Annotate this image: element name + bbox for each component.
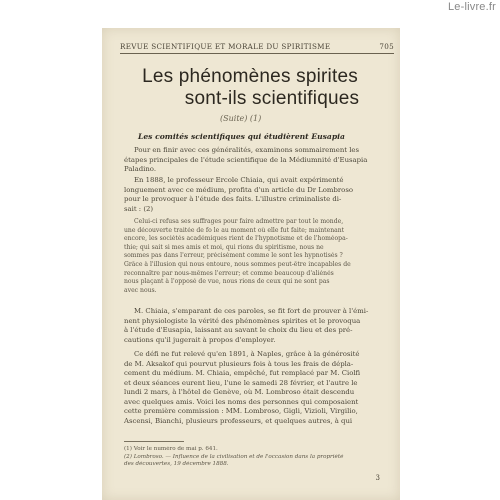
text-line: à l'étude d'Eusapia, laissant au savant le choix du lieu et des pré-: [124, 326, 353, 334]
footnote-line: (2) Lombroso. — Influence de la civilisation et de l'occasion dans la propriété: [124, 453, 344, 460]
text-line: M. Chiaia, s'emparant de ces paroles, se fit fort de prouver à l'émi-: [134, 307, 369, 315]
text-line: une découverte traitée de fo le au moment où elle fut faite; maintenant: [124, 226, 345, 234]
text-line: Grâce à l'illusion qui nous entoure, nous sommes peut-être incapables de: [124, 260, 351, 268]
title-line-2: sont-ils scientifiques: [184, 88, 360, 109]
footnote-line: des découvertes, 19 décembre 1888.: [124, 461, 229, 468]
text-line: Pour en finir avec ces généralités, examinons sommairement les: [134, 146, 360, 154]
text-line: En 1888, le professeur Ercole Chiaia, qui avait expérimenté: [134, 176, 344, 184]
running-header: [120, 42, 394, 54]
footnotes: [124, 446, 386, 469]
paragraph-1: [124, 146, 386, 175]
text-line: encore, les sociétés académiques rient de l'hypnotisme et de l'homéopa-: [124, 235, 348, 243]
text-line: sait : (2): [124, 204, 154, 213]
text-line: nent physiologiste la vérité des phénomènes spirites et le provoqua: [124, 316, 361, 325]
text-line: cautions qu'il jugerait à propos d'employer.: [124, 335, 276, 344]
section-heading: Les comités scientifiques qui étudièrent Eusapia: [138, 132, 345, 141]
text-line: lundi 2 mars, à l'hôtel de Genève, où M. Lombroso était descendu: [124, 388, 355, 396]
text-line: Ascensi, Bianchi, plusieurs professeurs, et quelques autres, à qui: [124, 416, 353, 425]
text-line: avec nous.: [124, 286, 157, 294]
text-line: pour le provoquer à l'étude des faits. L'illustre criminaliste di-: [124, 195, 342, 203]
page-number: 3: [375, 474, 380, 482]
text-line: Celui-ci refusa ses suffrages pour faire admettre par tout le monde,: [134, 218, 344, 225]
text-line: nous plaçant à l'opposé de vue, nous rions de ceux qui ne sont pas: [124, 278, 330, 286]
text-line: étapes principales de l'étude scientifique de la Médiumnité d'Eusapia: [124, 155, 368, 164]
footnote-divider: [124, 441, 184, 442]
paragraph-3: [124, 307, 386, 345]
text-line: cement du médium. M. Chiaia, empêché, fut remplacé par M. Ciolfi: [124, 369, 361, 377]
title-line-1: Les phénomènes spirites: [142, 66, 358, 87]
text-line: longuement avec ce médium, profita d'un article du Dr Lombroso: [124, 185, 353, 194]
paragraph-4: [124, 350, 386, 426]
text-line: Paladino.: [124, 165, 157, 173]
text-line: avec quelques amis. Voici les noms des personnes qui composaient: [124, 397, 359, 406]
document-page: [102, 28, 400, 500]
text-line: cette première commission : MM. Lombroso, Gigli, Vizioli, Virgilio,: [124, 407, 358, 415]
text-line: sommes pas dans l'erreur, précisément comme le sont les hypnotisés ?: [124, 252, 343, 260]
header-page-number: 705: [379, 42, 394, 51]
text-line: thie; qui sait si mes amis et moi, qui rions du spiritisme, nous ne: [124, 243, 324, 251]
paragraph-2: [124, 176, 386, 214]
footnote-line: (1) Voir le numéro de mai p. 641.: [124, 446, 218, 452]
subtitle: (Suite) (1): [220, 114, 262, 123]
text-line: de M. Aksakof qui pourvut plusieurs fois à tous les frais de dépla-: [124, 359, 354, 368]
watermark-logo: Le-livre.fr: [447, 1, 496, 13]
text-line: Ce défi ne fut relevé qu'en 1891, à Naples, grâce à la générosité: [134, 350, 360, 358]
quoted-paragraph: [124, 218, 386, 295]
text-line: reconnaître par nous-mêmes l'erreur; et comme beaucoup d'aliénés: [124, 269, 334, 277]
journal-title: REVUE SCIENTIFIQUE ET MORALE DU SPIRITISME: [120, 42, 331, 51]
text-line: et deux séances eurent lieu, l'une le samedi 28 février, et l'autre le: [124, 378, 358, 387]
